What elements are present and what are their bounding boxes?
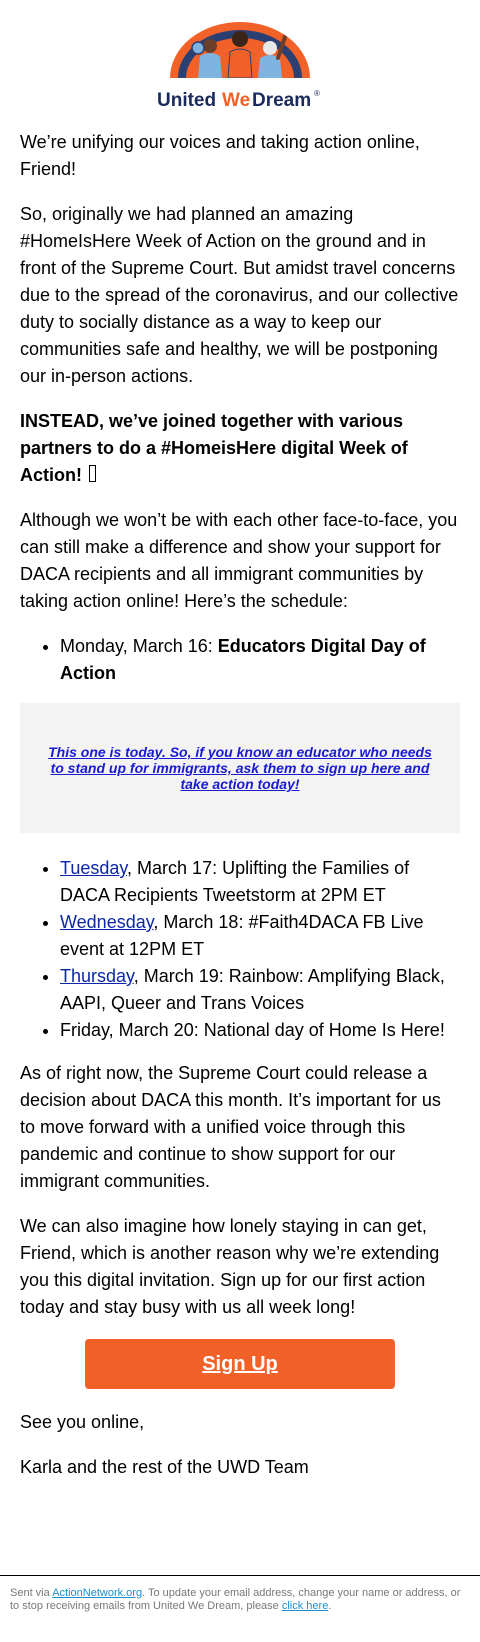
- missing-glyph-icon: [89, 465, 96, 482]
- schedule-list-monday: [20, 633, 460, 687]
- schedule-item-thursday: [60, 963, 460, 1017]
- email-body: [0, 129, 480, 1481]
- signature: Karla and the rest of the UWD Team: [20, 1457, 309, 1477]
- today-callout: [20, 703, 460, 833]
- email-footer: [0, 1575, 480, 1613]
- schedule-list: [20, 855, 460, 1044]
- instead-text: INSTEAD, we’ve joined together with various partners to do a #HomeisHere digital Week of Action!: [20, 411, 408, 485]
- closing-line: See you online,: [20, 1412, 145, 1432]
- unsubscribe-link[interactable]: click here: [281, 1600, 329, 1612]
- instead-paragraph: [20, 408, 460, 489]
- footer-end: .: [328, 1600, 332, 1612]
- schedule-item-friday: [60, 1017, 460, 1044]
- invitation-paragraph: We can also imagine how lonely staying in can get, Friend, which is another reason why we’re extending you this digital invitation. Sign up for our first action today and stay busy with us all week long!: [20, 1216, 440, 1317]
- united-we-dream-logo[interactable]: [154, 22, 326, 114]
- greeting-paragraph: We’re unifying our voices and taking action online, Friend!: [20, 132, 420, 179]
- tuesday-link[interactable]: Tuesday: [60, 858, 128, 878]
- wednesday-text: , March 18: #Faith4DACA FB Live event at 12PM ET: [60, 912, 424, 959]
- footer-middle-text: . To update your email address, change your name or address, or to stop receiving emails from United We Dream, please: [10, 1587, 461, 1612]
- educator-signup-link[interactable]: This one is today. So, if you know an educator who needs to stand up for immigrants, ask them to sign up here and take action today!: [48, 744, 432, 792]
- logo-text-we: We: [222, 90, 251, 111]
- sign-up-button[interactable]: Sign Up: [85, 1339, 395, 1389]
- logo-text-united: United: [157, 90, 217, 111]
- friday-text: Friday, March 20: National day of Home Is Here!: [60, 1020, 445, 1040]
- footer-sent-via: Sent via: [10, 1587, 53, 1599]
- logo-text-dream: Dream: [252, 90, 312, 111]
- intro-paragraph: So, originally we had planned an amazing #HomeIsHere Week of Action on the ground and in front of the Supreme Court. But amidst travel concerns due to the spread of the coronavirus, and our collective duty to socially distance as a way to keep our communities safe and healthy, we will be postponing our in-person actions.: [20, 204, 459, 386]
- thursday-text: , March 19: Rainbow: Amplifying Black, AAPI, Queer and Trans Voices: [60, 966, 445, 1013]
- decision-paragraph: As of right now, the Supreme Court could release a decision about DACA this month. It’s important for us to move forward with a unified voice through this pandemic and continue to show support for our immigrant communities.: [20, 1063, 441, 1191]
- monday-bold: Educators Digital Day of Action: [60, 636, 426, 683]
- actionnetwork-link[interactable]: ActionNetwork.org: [52, 1587, 143, 1599]
- signup-button-wrapper: [20, 1339, 460, 1389]
- schedule-item-wednesday: [60, 909, 460, 963]
- tuesday-text: , March 17: Uplifting the Families of DACA Recipients Tweetstorm at 2PM ET: [60, 858, 410, 905]
- schedule-item-tuesday: [60, 855, 460, 909]
- thursday-link[interactable]: Thursday: [60, 966, 134, 986]
- registered-mark: ®: [314, 89, 320, 98]
- schedule-item-monday: [60, 633, 460, 687]
- wednesday-link[interactable]: Wednesday: [60, 912, 154, 932]
- email-page: [0, 22, 480, 1642]
- schedule-intro-paragraph: Although we won’t be with each other face-to-face, you can still make a difference and show your support for DACA recipients and all immigrant communities by taking action online! Here’s the schedule:: [20, 510, 458, 611]
- monday-text: Monday, March 16:: [60, 636, 218, 656]
